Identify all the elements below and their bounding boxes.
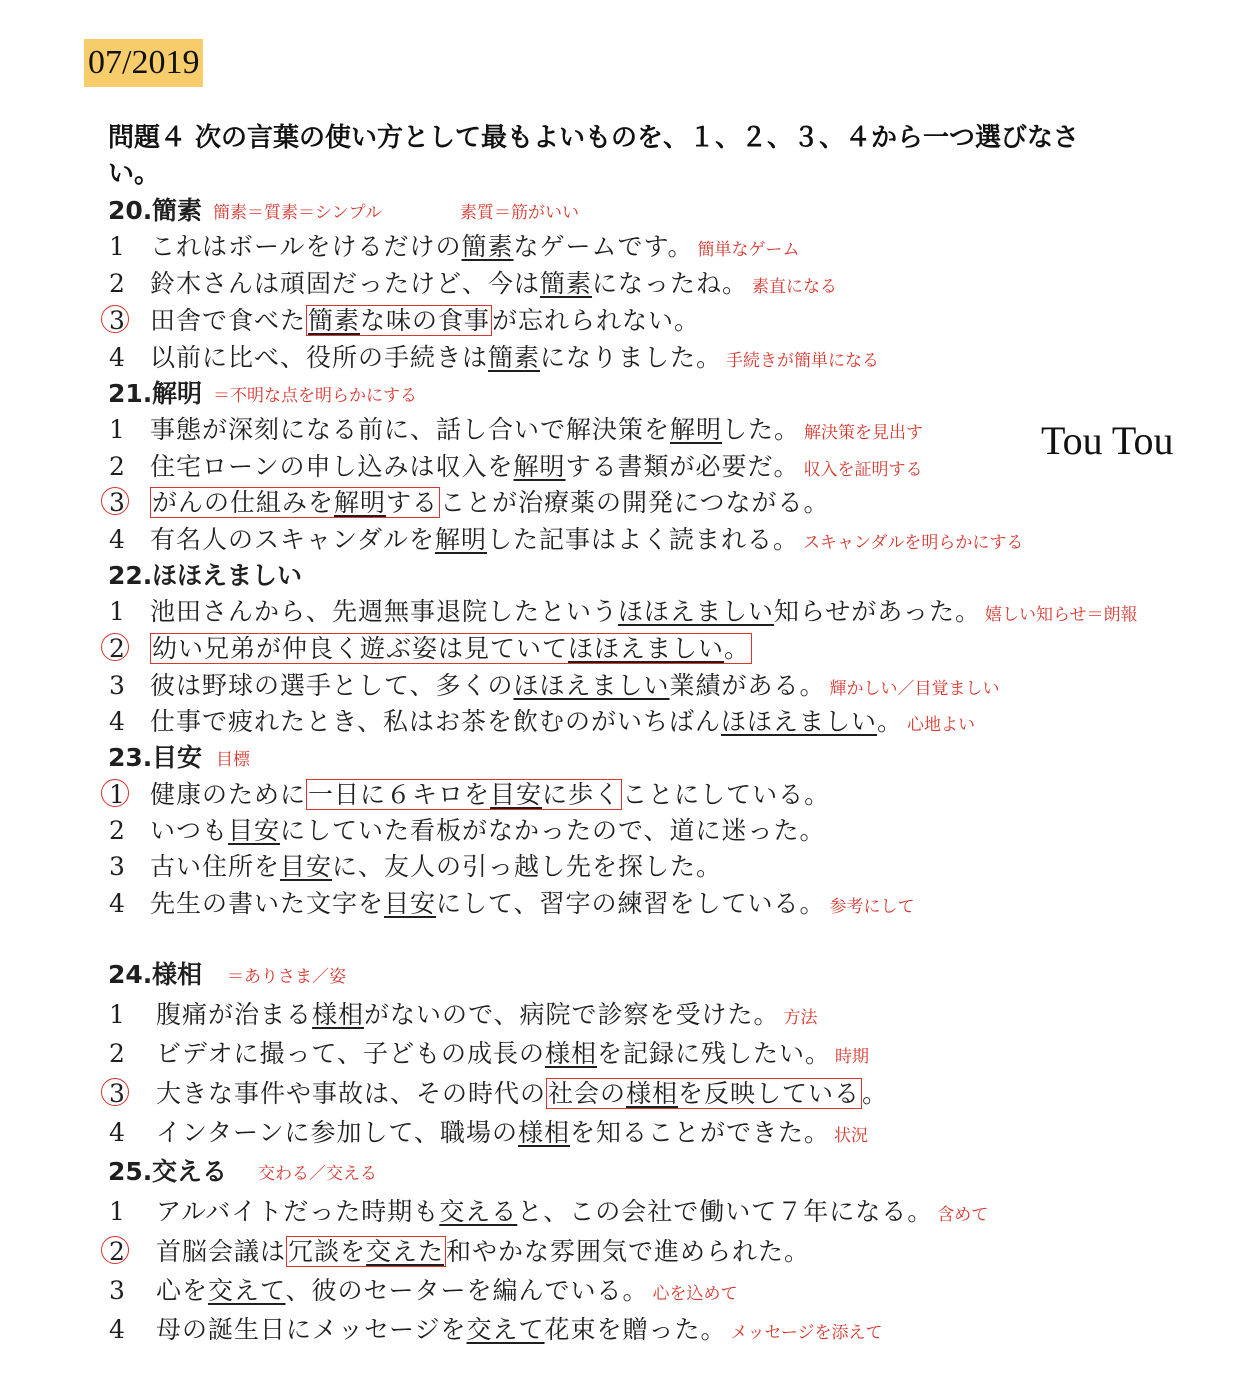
- option-number: 1: [109, 597, 125, 626]
- question-word: 解明: [152, 379, 203, 408]
- option-text: 健康のために一日に６キロを目安に歩くことにしている。: [150, 780, 831, 809]
- option-number: 3: [109, 1276, 125, 1305]
- option-text: 先生の書いた文字を目安にして、習字の練習をしている。 参考にして: [150, 889, 915, 918]
- option-text: 以前に比べ、役所の手続きは簡素になりました。 手続きが簡単になる: [150, 343, 880, 372]
- keyword-underline: 簡素: [461, 232, 514, 261]
- option-number: 4: [109, 343, 125, 372]
- keyword-underline: ほほえましい: [513, 671, 670, 700]
- option-number: 3: [109, 1079, 125, 1108]
- option-number: 2: [109, 269, 125, 298]
- option-text: 彼は野球の選手として、多くのほほえましい業績がある。 輝かしい／目覚ましい: [150, 671, 1000, 700]
- option-text: インターンに参加して、職場の様相を知ることができた。 状況: [156, 1118, 869, 1147]
- annotation-note: ＝不明な点を明らかにする: [213, 386, 417, 406]
- annotation-note: 嬉しい知らせ＝朗報: [985, 605, 1138, 625]
- option-text: [150, 631, 752, 667]
- answer-box: 社会の様相を反映している: [548, 1079, 861, 1108]
- option-text: 母の誕生日にメッセージを交えて花束を贈った。 メッセージを添えて: [156, 1315, 883, 1344]
- keyword-underline: 様相: [626, 1079, 679, 1108]
- option-text: 古い住所を目安に、友人の引っ越し先を探した。: [150, 852, 723, 881]
- annotation-note: 交わる／交える: [258, 1164, 377, 1184]
- annotation-note: 参考にして: [829, 897, 915, 917]
- question-number: 24.: [108, 960, 153, 989]
- option-number: 4: [109, 889, 125, 918]
- keyword-underline: ほほえましい: [721, 707, 878, 736]
- keyword-underline: 様相: [312, 1000, 365, 1029]
- option-number: 4: [109, 707, 125, 736]
- option-number: 2: [109, 816, 125, 845]
- keyword-underline: 簡素: [540, 269, 593, 298]
- answer-box: 簡素な味の食事: [308, 306, 491, 335]
- annotation-note: 時期: [835, 1047, 870, 1067]
- question-number: 22.: [108, 561, 153, 590]
- keyword-underline: 解明: [670, 415, 723, 444]
- annotation-note: 含めて: [937, 1205, 989, 1225]
- watermark-text: Tou Tou: [1041, 418, 1174, 463]
- annotation-note: 方法: [783, 1008, 818, 1028]
- option-number: 1: [109, 1197, 125, 1226]
- option-number: 1: [109, 1000, 125, 1029]
- answer-box: 一日に６キロを目安に歩く: [308, 780, 621, 809]
- annotation-note: スキャンダルを明らかにする: [803, 533, 1024, 553]
- question-word: 交える: [152, 1157, 228, 1186]
- keyword-underline: 交えて: [208, 1276, 286, 1305]
- keyword-underline: 目安: [228, 816, 281, 845]
- keyword-underline: 解明: [513, 452, 566, 481]
- option-number: 4: [109, 525, 125, 554]
- annotation-note: 心を込めて: [652, 1284, 738, 1304]
- keyword-underline: ほほえましい: [568, 634, 725, 663]
- annotation-note: 素質＝筋がいい: [460, 203, 579, 223]
- keyword-underline: 交えた: [366, 1237, 445, 1266]
- option-number: 3: [109, 306, 125, 335]
- question-number: 21.: [108, 379, 153, 408]
- option-text: 首脳会議は冗談を交えた和やかな雰囲気で進められた。: [156, 1237, 811, 1266]
- option-number: 2: [109, 634, 125, 663]
- question-word: 様相: [152, 960, 203, 989]
- keyword-underline: ほほえましい: [618, 597, 775, 626]
- option-number: 3: [109, 852, 125, 881]
- annotation-note: 目標: [216, 750, 250, 770]
- annotation-note: ＝ありさま／姿: [227, 967, 346, 987]
- annotation-note: 心地よい: [907, 715, 976, 735]
- keyword-underline: 様相: [545, 1039, 598, 1068]
- annotation-note: 状況: [834, 1126, 869, 1146]
- answer-box: がんの仕組みを解明する: [152, 488, 439, 517]
- date-badge: 07/2019: [84, 39, 203, 87]
- keyword-underline: 目安: [490, 780, 543, 809]
- question-number: 23.: [108, 743, 153, 772]
- annotation-note: メッセージを添えて: [730, 1323, 883, 1343]
- option-number: 1: [109, 232, 125, 261]
- option-number: 1: [109, 780, 125, 809]
- problem-title: 問題４ 次の言葉の使い方として最もよいものを、１、２、３、４から一つ選びなさい。: [108, 123, 1080, 189]
- keyword-underline: 交えて: [466, 1315, 545, 1344]
- option-text: 田舎で食べた簡素な味の食事が忘れられない。: [150, 306, 701, 335]
- question-number: 20.: [108, 196, 153, 225]
- option-text: 仕事で疲れたとき、私はお茶を飲むのがいちばんほほえましい。 心地よい: [150, 707, 976, 736]
- option-text: 心を交えて、彼のセーターを編んでいる。 心を込めて: [156, 1276, 738, 1305]
- option-text: 事態が深刻になる前に、話し合いで解決策を解明した。 解決策を見出す: [150, 415, 924, 444]
- option-number: 3: [109, 671, 125, 700]
- option-text: 腹痛が治まる様相がないので、病院で診察を受けた。 方法: [156, 1000, 818, 1029]
- option-text: 住宅ローンの申し込みは収入を解明する書類が必要だ。 収入を証明する: [150, 452, 923, 481]
- option-number: 2: [109, 1039, 125, 1068]
- keyword-underline: 解明: [334, 488, 387, 517]
- keyword-underline: 簡素: [488, 343, 541, 372]
- annotation-note: 簡素＝質素＝シンプル: [213, 203, 382, 223]
- option-number: 1: [109, 415, 125, 444]
- answer-box: 幼い兄弟が仲良く遊ぶ姿は見ていてほほえましい。: [152, 634, 751, 663]
- annotation-note: 解決策を見出す: [804, 423, 924, 443]
- annotation-note: 輝かしい／目覚ましい: [829, 679, 1000, 699]
- option-number: 2: [109, 1237, 125, 1266]
- option-number: 3: [109, 488, 125, 517]
- answer-box: 冗談を交えた: [288, 1237, 445, 1266]
- question-number: 25.: [108, 1157, 153, 1186]
- option-text: がんの仕組みを解明することが治療薬の開発につながる。: [152, 488, 830, 517]
- annotation-note: 素直になる: [752, 277, 838, 297]
- keyword-underline: 交える: [439, 1197, 518, 1226]
- question-word: ほほえましい: [152, 561, 303, 590]
- question-word: 目安: [152, 743, 203, 772]
- option-text: 池田さんから、先週無事退院したというほほえましい知らせがあった。 嬉しい知らせ＝朗報: [150, 597, 1138, 626]
- keyword-underline: 目安: [280, 852, 333, 881]
- option-number: 4: [109, 1118, 125, 1147]
- option-text: アルバイトだった時期も交えると、この会社で働いて７年になる。 含めて: [156, 1197, 989, 1226]
- keyword-underline: 様相: [518, 1118, 571, 1147]
- annotation-note: 手続きが簡単になる: [726, 351, 880, 371]
- keyword-underline: 簡素: [308, 306, 361, 335]
- annotation-note: 簡単なゲーム: [697, 240, 800, 260]
- option-text: 有名人のスキャンダルを解明した記事はよく読まれる。 スキャンダルを明らかにする: [150, 525, 1024, 554]
- option-number: 4: [109, 1315, 125, 1344]
- option-text: これはボールをけるだけの簡素なゲームです。 簡単なゲーム: [150, 232, 800, 261]
- keyword-underline: 解明: [435, 525, 488, 554]
- option-number: 2: [109, 452, 125, 481]
- question-word: 簡素: [152, 196, 203, 225]
- keyword-underline: 目安: [384, 889, 437, 918]
- option-text: いつも目安にしていた看板がなかったので、道に迷った。: [150, 816, 826, 845]
- option-text: 大きな事件や事故は、その時代の社会の様相を反映している。: [156, 1079, 889, 1108]
- option-text: ビデオに撮って、子どもの成長の様相を記録に残したい。 時期: [156, 1039, 870, 1068]
- option-text: 鈴木さんは頑固だったけど、今は簡素になったね。 素直になる: [150, 269, 838, 298]
- annotation-note: 収入を証明する: [803, 460, 923, 480]
